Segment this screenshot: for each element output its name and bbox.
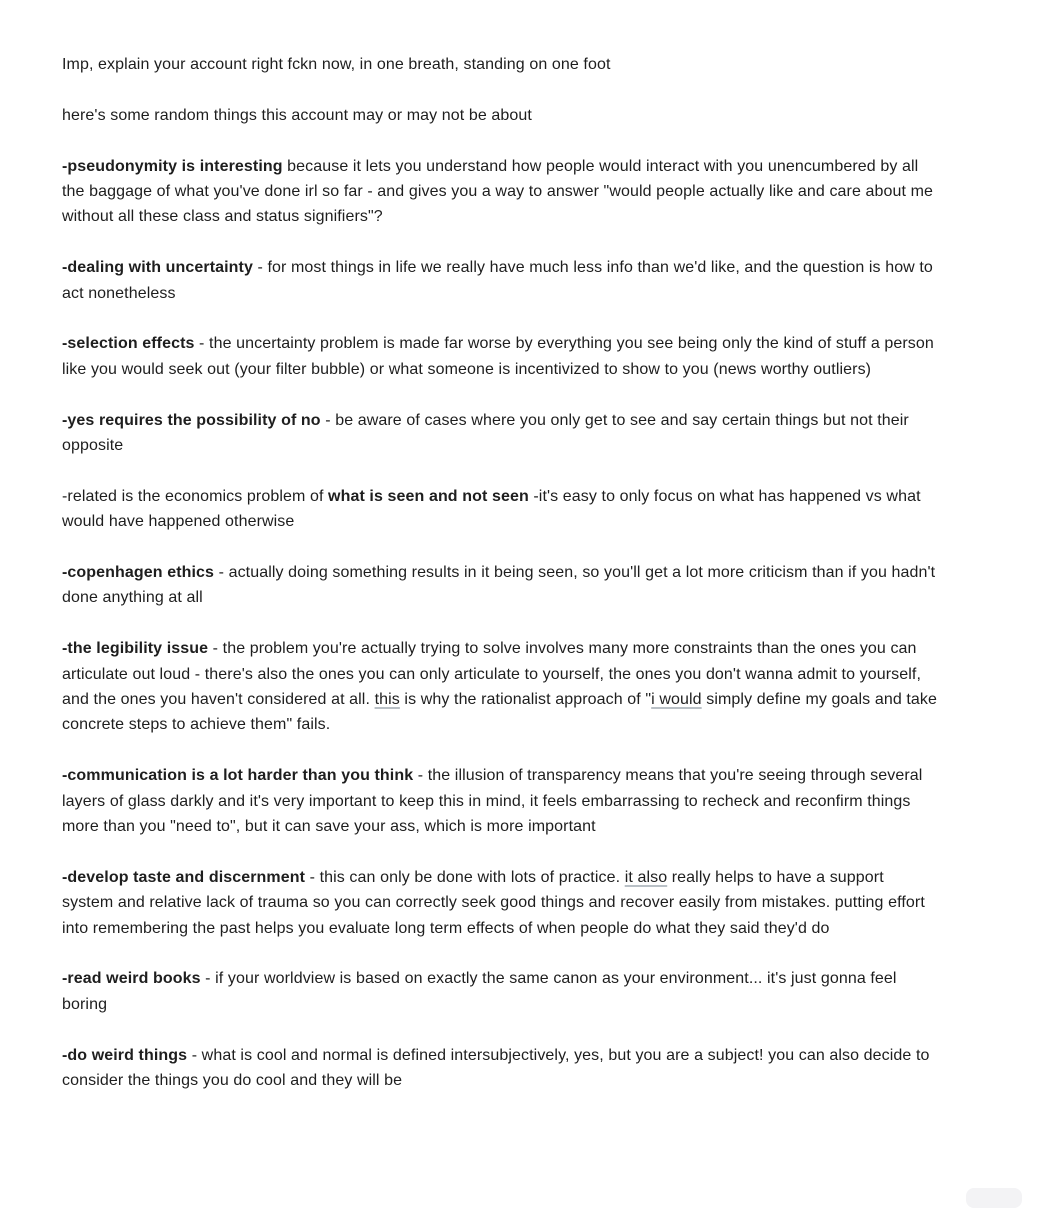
paragraph: [62, 484, 938, 535]
paragraph: [62, 154, 938, 230]
text-run: - this can only be done with lots of practice.: [305, 868, 625, 886]
corner-artifact: [966, 1188, 1022, 1208]
text-run: here's some random things this account may or may not be about: [62, 106, 532, 124]
text-run: - what is cool and normal is defined intersubjectively, yes, but you are a subject! you can also decide to consider the things you do cool and they will be: [62, 1046, 930, 1090]
bold-text-run: -read weird books: [62, 970, 201, 988]
paragraph: [62, 763, 938, 839]
bold-text-run: -copenhagen ethics: [62, 564, 215, 582]
grammar-underlined-text-run: this: [374, 691, 400, 709]
text-run: -it's easy to only focus on what has happened vs what would have happened otherwise: [62, 487, 921, 531]
text-run: - the illusion of transparency means that you're seeing through several layers of glass darkly and it's very important to keep this in mind, it feels embarrassing to recheck and reconfirm things more than you "need to", but it can save your ass, which is more important: [62, 767, 923, 836]
text-run: - the uncertainty problem is made far worse by everything you see being only the kind of stuff a person like you would seek out (your filter bubble) or what someone is incentivized to show to you (news worthy outliers): [62, 335, 934, 378]
paragraph: [62, 408, 938, 459]
bold-text-run: -do weird things: [62, 1046, 188, 1064]
text-run: because it lets you understand how people would interact with you unencumbered by all the baggage of what you've done irl so far - and gives you a way to answer "would people actually like and care about me without all these class and status signifiers"?: [62, 157, 934, 226]
bold-text-run: -pseudonymity is interesting: [62, 157, 283, 175]
text-run: - if your worldview is based on exactly the same canon as your environment... it's just gonna feel boring: [62, 970, 897, 1013]
paragraph: [62, 636, 938, 738]
bold-text-run: -selection effects: [62, 335, 195, 353]
bold-text-run: -communication is a lot harder than you think: [62, 767, 414, 785]
paragraph: [62, 103, 938, 128]
text-run: - the problem you're actually trying to solve involves many more constraints than the ones you can articulate out loud - there's also the ones you can only articulate to yourself, the ones you don't wanna admit to yourself, and the ones you haven't considered at all.: [62, 640, 922, 709]
paragraph: [62, 560, 938, 611]
text-run: -related is the economics problem of: [62, 487, 329, 505]
bold-text-run: what is seen and not seen: [328, 487, 529, 505]
text-run: is why the rationalist approach of ": [399, 691, 652, 709]
text-run: - be aware of cases where you only get to see and say certain things but not their opposite: [62, 411, 909, 455]
paragraph: [62, 865, 938, 941]
text-run: - for most things in life we really have much less info than we'd like, and the question is how to act nonetheless: [62, 259, 933, 302]
bold-text-run: -yes requires the possibility of no: [62, 411, 321, 429]
bold-text-run: -the legibility issue: [62, 640, 209, 658]
grammar-underlined-text-run: i would: [651, 691, 702, 709]
text-run: really helps to have a support system and relative lack of trauma so you can correctly seek good things and recover easily from mistakes. putting effort into remembering the past helps you evaluate long term effects of when people do what they said they'd do: [62, 868, 925, 937]
paragraph: [62, 52, 938, 77]
paragraph: [62, 1043, 938, 1094]
paragraph: [62, 255, 938, 306]
paragraph: [62, 966, 938, 1017]
grammar-underlined-text-run: it also: [624, 868, 668, 886]
paragraph: [62, 331, 938, 382]
bold-text-run: -develop taste and discernment: [62, 868, 306, 886]
bold-text-run: -dealing with uncertainty: [62, 259, 253, 277]
text-run: - actually doing something results in it being seen, so you'll get a lot more criticism than if you hadn't done anything at all: [62, 564, 936, 607]
text-run: Imp, explain your account right fckn now, in one breath, standing on one foot: [62, 56, 611, 73]
text-run: simply define my goals and take concrete steps to achieve them" fails.: [62, 691, 938, 734]
